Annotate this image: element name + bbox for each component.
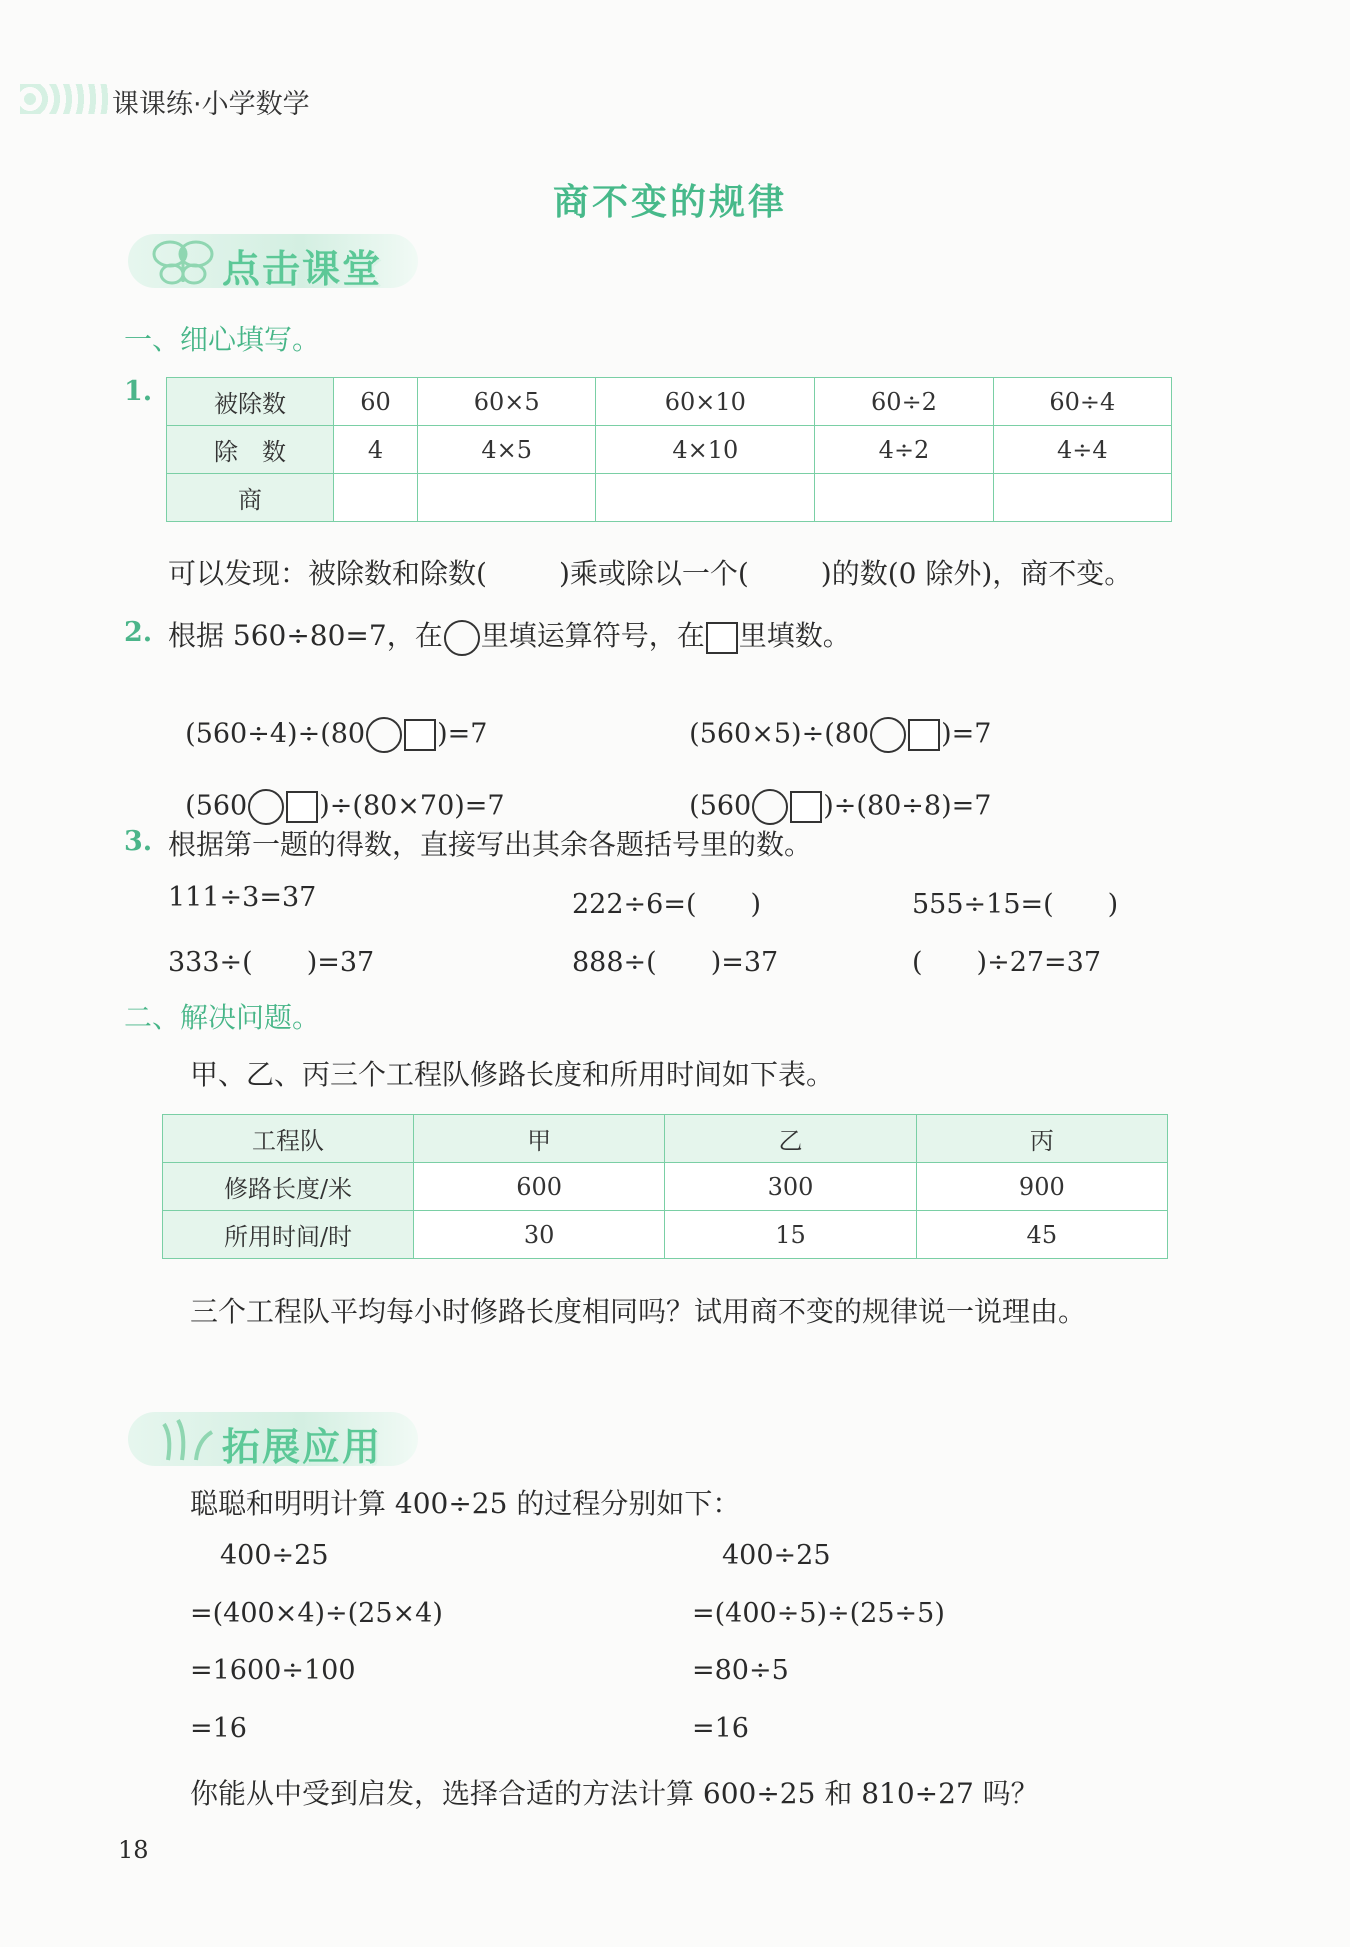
- q3-item[interactable]: 222÷6=( ): [572, 889, 762, 920]
- sprout-icon: [158, 1416, 218, 1466]
- equation-text: (560×5)÷(80: [689, 718, 870, 750]
- q3-prompt: 根据第一题的得数，直接写出其余各题括号里的数。: [168, 828, 813, 861]
- table-cell: 60÷2: [815, 378, 993, 426]
- equation-text: (560: [689, 790, 752, 822]
- banner-extension-label: 拓展应用: [222, 1425, 383, 1469]
- quotient-table: [166, 377, 1172, 522]
- q2-equation: [168, 758, 505, 825]
- answer-cell[interactable]: [334, 474, 418, 522]
- number-box[interactable]: [790, 791, 822, 823]
- finding-text: )的数(0 除外)，商不变。: [820, 557, 1133, 590]
- table-cell: 15: [665, 1211, 916, 1259]
- table-cell: 60: [334, 378, 418, 426]
- row-label-length: 修路长度/米: [163, 1163, 414, 1211]
- calc-step: =(400÷5)÷(25÷5): [692, 1598, 945, 1629]
- equation-text: (560: [185, 790, 248, 822]
- section-heading-problem-solving: 二、解决问题。: [124, 1001, 321, 1034]
- table-cell: 45: [916, 1211, 1167, 1259]
- table-cell: 4: [334, 426, 418, 474]
- prompt-text: 里填数。: [738, 619, 851, 652]
- road-table: [162, 1114, 1168, 1259]
- table-cell: 60×10: [596, 378, 815, 426]
- q3-item[interactable]: ( )÷27=37: [912, 947, 1102, 978]
- row-label-divisor: 除 数: [167, 426, 334, 474]
- q2-equation: [168, 686, 487, 753]
- table-cell: 600: [414, 1163, 665, 1211]
- table-header: 工程队: [163, 1115, 414, 1163]
- square-blank-icon: [706, 622, 738, 654]
- operator-circle[interactable]: [366, 717, 402, 753]
- extension-question: 你能从中受到启发，选择合适的方法计算 600÷25 和 810÷27 吗？: [190, 1777, 1039, 1810]
- answer-cell[interactable]: [993, 474, 1171, 522]
- number-box[interactable]: [908, 719, 940, 751]
- q2-equation: [672, 758, 991, 825]
- equation-text: (560÷4)÷(80: [185, 718, 366, 750]
- equation-text: )÷(80×70)=7: [319, 790, 505, 822]
- calc-step: =16: [692, 1713, 749, 1744]
- calc-step: =80÷5: [692, 1655, 789, 1686]
- problem-intro: 甲、乙、丙三个工程队修路长度和所用时间如下表。: [190, 1058, 835, 1091]
- table-cell: 30: [414, 1211, 665, 1259]
- banner-classroom-label: 点击课堂: [222, 247, 383, 291]
- number-box[interactable]: [404, 719, 436, 751]
- operator-circle[interactable]: [870, 717, 906, 753]
- question-number: 3.: [124, 826, 153, 857]
- q3-item[interactable]: 888÷( )=37: [572, 947, 779, 978]
- calc-step: =16: [190, 1713, 247, 1744]
- table-cell: 60×5: [418, 378, 596, 426]
- q2-prompt: [168, 614, 851, 656]
- table-cell: 300: [665, 1163, 916, 1211]
- table-cell: 4×10: [596, 426, 815, 474]
- answer-cell[interactable]: [815, 474, 993, 522]
- table-header: 甲: [414, 1115, 665, 1163]
- finding-text: )乘或除以一个(: [558, 557, 749, 590]
- q1-finding: [168, 552, 1132, 592]
- number-box[interactable]: [286, 791, 318, 823]
- finding-text: 可以发现：被除数和除数(: [168, 557, 487, 590]
- row-label-dividend: 被除数: [167, 378, 334, 426]
- equation-text: )=7: [941, 718, 992, 750]
- section-heading-fill-in: 一、细心填写。: [124, 323, 321, 356]
- page-title: 商不变的规律: [552, 182, 787, 223]
- q3-item: 111÷3=37: [168, 882, 317, 913]
- table-header: 乙: [665, 1115, 916, 1163]
- calc-step: 400÷25: [722, 1540, 831, 1571]
- calc-step: =(400×4)÷(25×4): [190, 1598, 443, 1629]
- header-decoration: [20, 84, 112, 114]
- q2-equation: [672, 686, 991, 753]
- row-label-quotient: 商: [167, 474, 334, 522]
- answer-cell[interactable]: [418, 474, 596, 522]
- calc-step: 400÷25: [220, 1540, 329, 1571]
- prompt-text: 根据 560÷80=7，在: [168, 619, 443, 652]
- q3-item[interactable]: 333÷( )=37: [168, 947, 375, 978]
- problem-question: 三个工程队平均每小时修路长度相同吗？试用商不变的规律说一说理由。: [190, 1295, 1087, 1328]
- operator-circle[interactable]: [752, 789, 788, 825]
- table-cell: 4×5: [418, 426, 596, 474]
- answer-cell[interactable]: [596, 474, 815, 522]
- prompt-text: 里填运算符号，在: [480, 619, 705, 652]
- operator-circle[interactable]: [248, 789, 284, 825]
- table-header: 丙: [916, 1115, 1167, 1163]
- page-number: 18: [118, 1836, 149, 1864]
- extension-intro: 聪聪和明明计算 400÷25 的过程分别如下：: [190, 1487, 741, 1520]
- butterfly-icon: [148, 232, 218, 290]
- question-number: 1.: [124, 376, 153, 407]
- circle-blank-icon: [444, 620, 480, 656]
- question-number: 2.: [124, 617, 153, 648]
- row-label-time: 所用时间/时: [163, 1211, 414, 1259]
- equation-text: )=7: [437, 718, 488, 750]
- series-title: 课课练·小学数学: [112, 89, 310, 120]
- equation-text: )÷(80÷8)=7: [823, 790, 992, 822]
- table-cell: 4÷4: [993, 426, 1171, 474]
- q3-item[interactable]: 555÷15=( ): [912, 889, 1119, 920]
- calc-step: =1600÷100: [190, 1655, 356, 1686]
- table-cell: 4÷2: [815, 426, 993, 474]
- table-cell: 60÷4: [993, 378, 1171, 426]
- table-cell: 900: [916, 1163, 1167, 1211]
